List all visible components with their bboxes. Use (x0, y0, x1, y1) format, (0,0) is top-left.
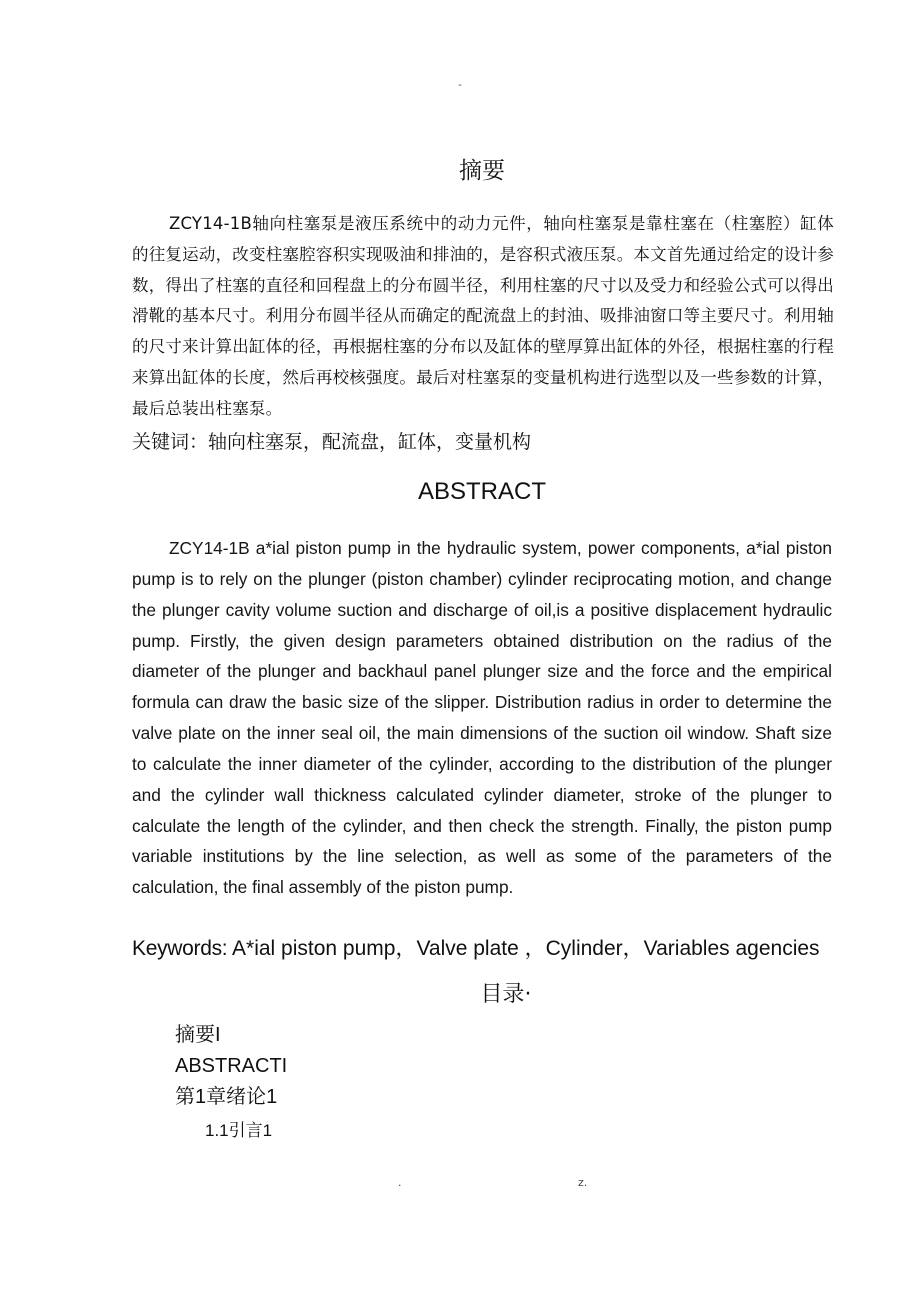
table-of-contents (175, 1020, 287, 1146)
abstract-en-body (132, 533, 832, 903)
abstract-zh-body (132, 209, 834, 425)
toc-title: 目录· (480, 982, 532, 1007)
toc-item-section-1-1[interactable]: 1.1引言1 (205, 1121, 273, 1140)
toc-item-abstract-en[interactable]: ABSTRACTI (175, 1055, 288, 1077)
footer-left-mark: . (398, 1176, 402, 1189)
keywords-en-label: Keywords: (132, 937, 228, 960)
keywords-en-list: A*ial piston pump，Valve plate ，Cylinder，Variables agencies (227, 937, 820, 960)
header-mark: - (458, 78, 462, 91)
keywords-en (132, 932, 852, 962)
abstract-en-paragraph: ZCY14-1B a*ial piston pump in the hydraulic system, power components, a*ial piston pump is to rely on the plunger (piston chamber) cylinder reciprocating motion, and change the plunger cavity volume suction and discharge of oil,is a positive displacement hydraulic pump. Firstly, the given design parameters obtained distribution on the radius of the diameter of the plunger and backhaul panel plunger size and the force and the empirical formula can draw the basic size of the slipper. Distribution radius in order to determine the valve plate on the inner seal oil, the main dimensions of the suction oil window. Shaft size to calculate the inner diameter of the cylinder, according to the distribution of the plunger and the cylinder wall thickness calculated cylinder diameter, stroke of the plunger to calculate the length of the cylinder, and then check the strength. Finally, the piston pump variable institutions by the line selection, as well as some of the parameters of the calculation, the final assembly of the piston pump. (132, 538, 832, 898)
abstract-zh-paragraph: ZCY14-1B轴向柱塞泵是液压系统中的动力元件，轴向柱塞泵是靠柱塞在（柱塞腔）缸体的往复运动，改变柱塞腔容积实现吸油和排油的，是容积式液压泵。本文首先通过给定的设计参数，得出了柱塞的直径和回程盘上的分布圆半径，利用柱塞的尺寸以及受力和经验公式可以得出滑靴的基本尺寸。利用分布圆半径从而确定的配流盘上的封油、吸排油窗口等主要尺寸。利用轴的尺寸来计算出缸体的径，再根据柱塞的分布以及缸体的壁厚算出缸体的外径，根据柱塞的行程来算出缸体的长度，然后再校核强度。最后对柱塞泵的变量机构进行选型以及一些参数的计算，最后总装出柱塞泵。 (132, 214, 834, 418)
abstract-en-title: ABSTRACT (417, 478, 546, 505)
footer-right-mark: z. (578, 1176, 588, 1189)
toc-item-chapter-1[interactable]: 第1章绪论1 (175, 1086, 278, 1108)
toc-item-abstract-zh[interactable]: 摘要I (175, 1024, 221, 1046)
keywords-zh: 关键词：轴向柱塞泵，配流盘，缸体，变量机构 (132, 431, 532, 453)
abstract-zh-title: 摘要 (459, 158, 505, 184)
